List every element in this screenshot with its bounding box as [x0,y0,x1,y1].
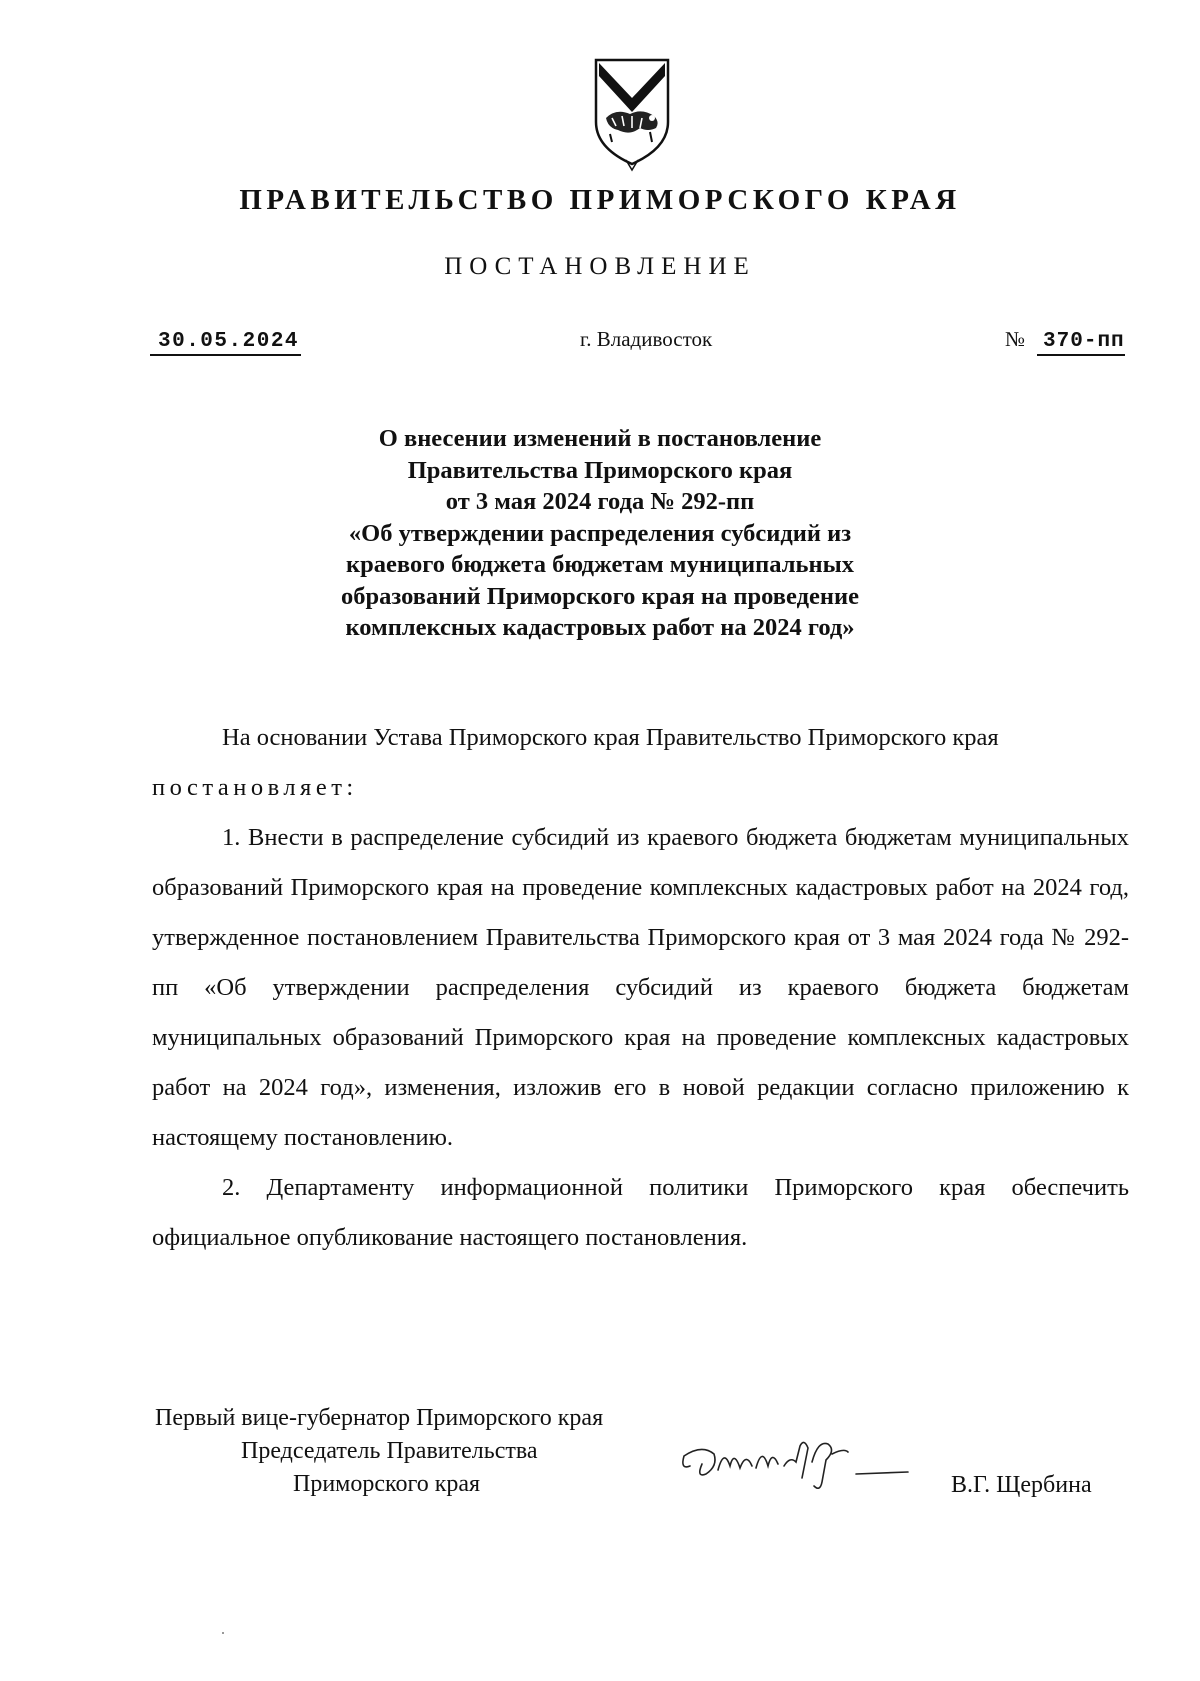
subject-line: «Об утверждении распределения субсидий из [348,519,852,547]
resolution-subject [250,423,950,644]
document-city: г. Владивосток [580,327,713,351]
document-date: 30.05.2024 [150,330,301,356]
government-title: ПРАВИТЕЛЬСТВО ПРИМОРСКОГО КРАЯ [239,184,961,216]
item-2-paragraph: 2. Департаменту информационной политики Приморского края обеспечить официальное опубликование настоящего постановления. [152,1174,1129,1251]
document-number: 370-пп [1037,330,1125,356]
scan-speck [222,1632,224,1634]
position-line: Председатель Правительства [241,1438,538,1464]
subject-line: Правительства Приморского края [407,456,793,484]
item-1-paragraph: 1. Внести в распределение субсидий из краевого бюджета бюджетам муниципальных образований Приморского края на проведение комплексных кадастровых работ на 2024 год, утвержденное постановлением Правительства Приморского края от 3 мая 2024 года № 292-пп «Об утверждении распределения субсидий из краевого бюджета бюджетам муниципальных образований Приморского края на проведение комплексных кадастровых работ на 2024 год», изменения, изложив его в новой редакции согласно приложению к настоящему постановлению. [152,824,1129,1151]
document-number-field [1005,327,1125,353]
signatory-name: В.Г. Щербина [951,1472,1092,1498]
position-line: Приморского края [293,1471,481,1497]
preamble-paragraph: На основании Устава Приморского края Правительство Приморского края [222,724,999,751]
number-label: № [1005,327,1026,351]
position-line: Первый вице-губернатор Приморского края [155,1405,604,1431]
subject-line: образований Приморского края на проведение [341,582,859,610]
document-type: ПОСТАНОВЛЕНИЕ [444,253,756,280]
subject-line: О внесении изменений в постановление [378,425,822,452]
resolves-word: постановляет: [152,774,358,801]
resolution-body [152,713,1129,1263]
signatory-position [155,1402,603,1501]
handwritten-signature [672,1426,942,1506]
coat-of-arms-icon [592,56,672,172]
subject-line: краевого бюджета бюджетам муниципальных [346,551,854,578]
subject-line: от 3 мая 2024 года № 292-пп [445,488,755,515]
subject-line: комплексных кадастровых работ на 2024 год» [345,614,855,641]
